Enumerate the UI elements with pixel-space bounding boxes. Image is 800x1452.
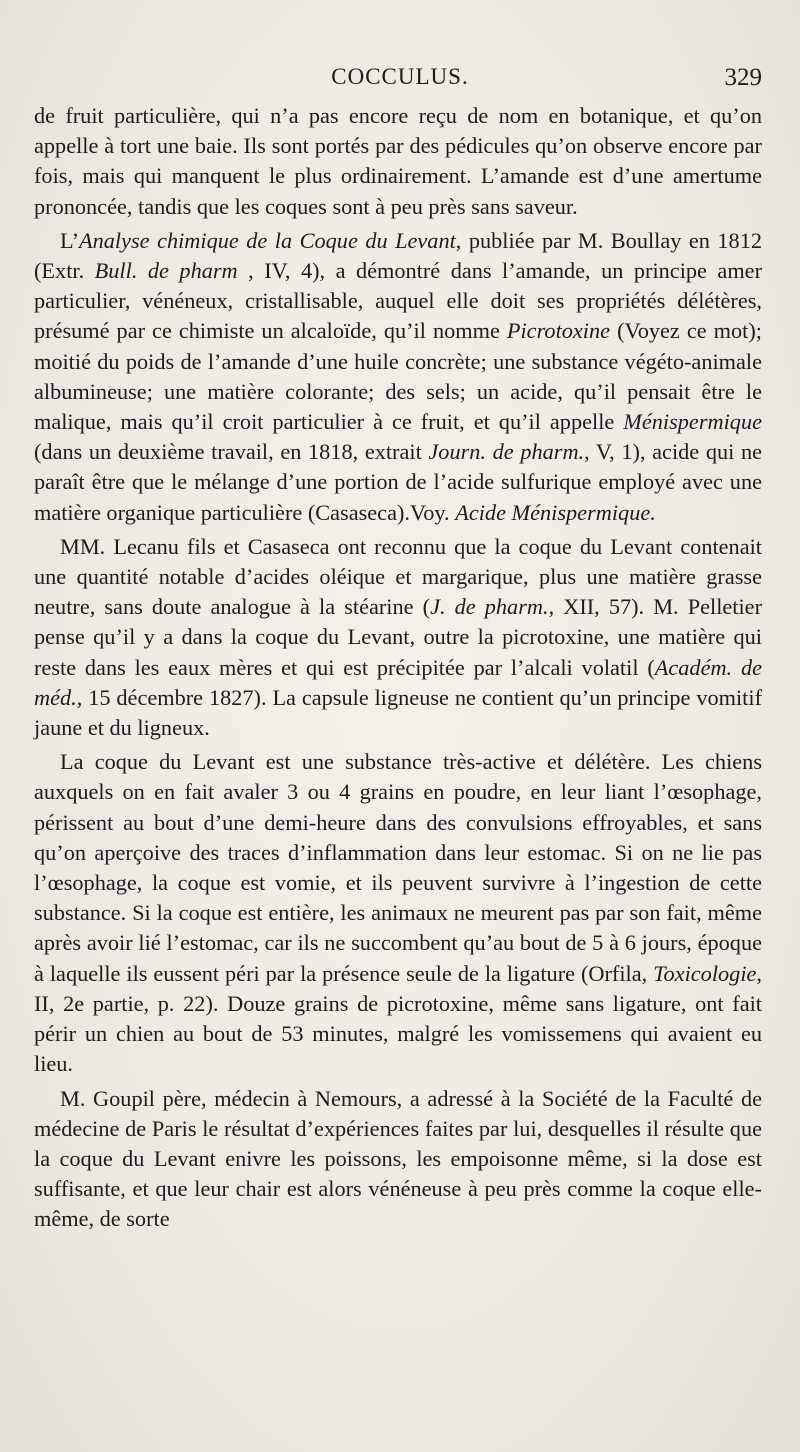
paragraph-3	[34, 532, 762, 743]
body-text	[34, 101, 762, 1235]
italic-run: Picrotoxine	[506, 318, 611, 344]
text-run: , publiée par M. Boullay en 1812 (Extr.	[34, 227, 763, 284]
paragraph-2	[34, 226, 762, 528]
text-run: , II, 2e partie, p. 22). Douze grains de picrotoxine, même sans ligature, ont fait périr un chien au bout de 53 minutes, malgré les vomissemens qui avaient eu lieu.	[34, 960, 762, 1077]
italic-run: Académ. de méd.	[34, 654, 762, 710]
text-run: La coque du Levant est une substance très-active et délétère. Les chiens auxquels on en fait avaler 3 ou 4 grains en poudre, en leur liant l’œsophage, périssent au bout d’une demi-heure dans des convulsions effroyables, et sans qu’on aperçoive des traces d’inflammation dans leur estomac. Si on ne lie pas l’œsophage, la coque est vomie, et ils peuvent survivre à l’ingestion de cette substance. Si la coque est entière, les animaux ne meurent pas par son fait, même après avoir lié l’estomac, car ils ne succombent qu’au bout de 5 à 6 jours, époque à laquelle ils eussent péri par la présence seule de la ligature (Orfila,	[34, 749, 762, 986]
text-run: (Voyez ce mot); moitié du poids de l’amande d’une huile concrète; une substance végéto-animale albumineuse; une matière colorante; des sels; un acide, qu’il pensait être le malique, mais qu’il croit particulier à ce fruit, et qu’il appelle	[34, 318, 762, 435]
paragraph-5	[34, 1084, 762, 1235]
text-run: MM. Lecanu fils et Casaseca ont reconnu que la coque du Levant contenait une quantité notable d’acides oléique et margarique, plus une matière grasse neutre, sans doute analogue à la stéarine (	[34, 533, 762, 620]
text-run: (dans un deuxième travail, en 1818, extrait	[34, 439, 429, 465]
italic-run: Toxicologie	[653, 960, 757, 986]
italic-run: Ménispermique	[623, 409, 762, 435]
page-number: 329	[724, 64, 762, 91]
italic-run: Bull. de pharm	[94, 258, 238, 284]
text-run: de fruit particulière, qui n’a pas encore reçu de nom en botanique, et qu’on appelle à tort une baie. Ils sont portés par des pédicules qu’on observe encore par fois, mais qui manquent le plus ordinairement. L’amande est d’une amertume prononcée, tandis que les coques sont à peu près sans saveur.	[34, 103, 762, 219]
running-title: COCCULUS.	[331, 64, 469, 89]
text-run: , V, 1), acide qui ne paraît être que le mélange d’une portion de l’acide sulfurique employé avec une matière organique particulière (Casaseca).Voy.	[34, 439, 762, 525]
text-run: , XII, 57). M. Pelletier pense qu’il y a dans la coque du Levant, outre la picrotoxine, une matière qui reste dans les eaux mères et qui est précipitée par l’alcali volatil (	[34, 594, 763, 680]
text-run: , 15 décembre 1827). La capsule ligneuse ne contient qu’un principe vomitif jaune et du ligneux.	[34, 684, 762, 741]
italic-run: Acide Ménispermique.	[455, 499, 656, 525]
paragraph-4	[34, 747, 762, 1079]
paragraph-1	[34, 101, 762, 222]
text-run: M. Goupil père, médecin à Nemours, a adressé à la Société de la Faculté de médecine de Paris le résultat d’expériences faites par lui, desquelles il résulte que la coque du Levant enivre les poissons, les empoisonne même, si la dose est suffisante, et que leur chair est alors vénéneuse à peu près comme la coque elle-même, de sorte	[34, 1085, 762, 1232]
text-run: L’	[60, 227, 79, 253]
italic-run: Journ. de pharm.	[428, 439, 585, 465]
text-run: , IV, 4), a démontré dans l’amande, un principe amer particulier, vénéneux, cristallisable, auquel elle doit ses propriétés délétères, présumé par ce chimiste un alcaloïde, qu’il nomme	[34, 258, 762, 344]
italic-run: Analyse chimique de la Coque du Levant	[79, 227, 456, 253]
running-head	[0, 62, 800, 102]
italic-run: J. de pharm.	[430, 594, 549, 620]
